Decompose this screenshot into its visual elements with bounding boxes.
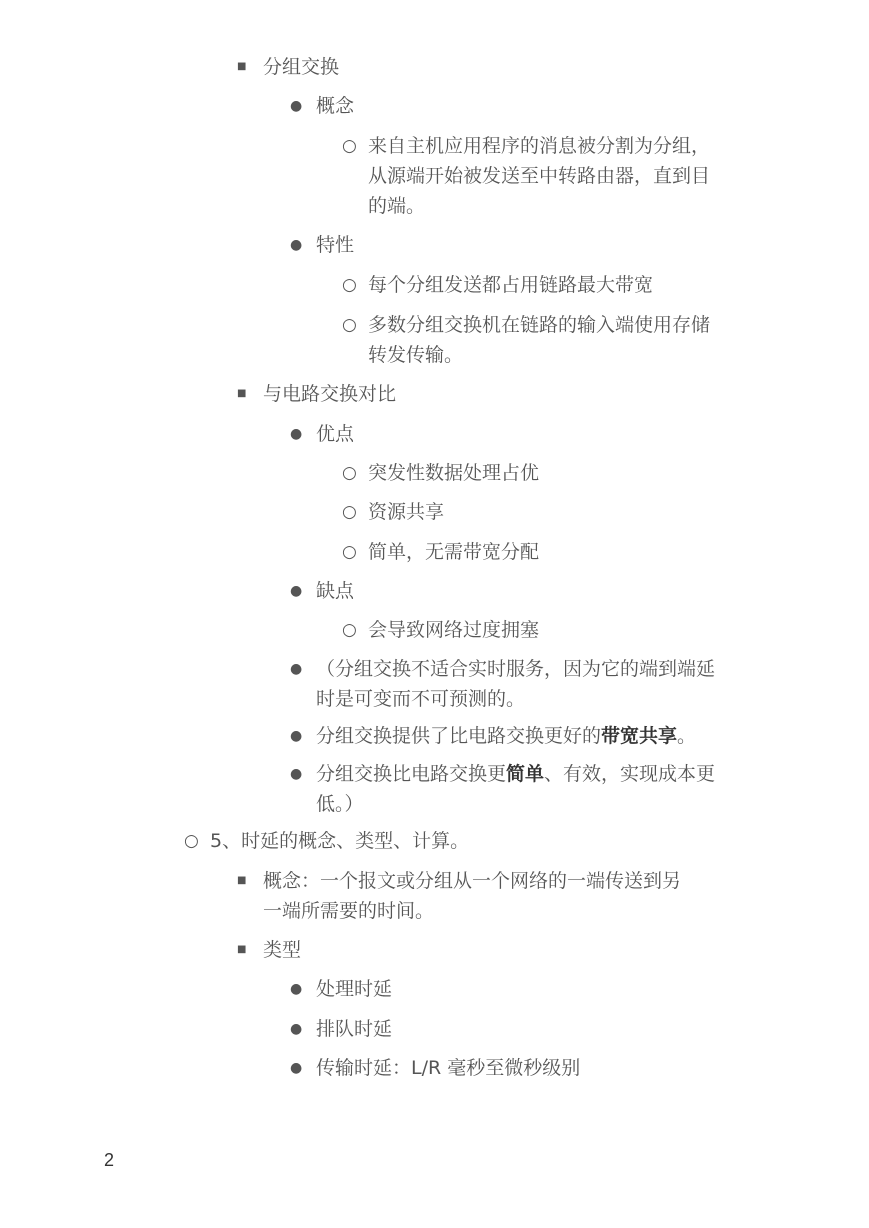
list-item-text: 传输时延：L/R 毫秒至微秒级别 — [316, 1057, 581, 1079]
dot-bullet-icon: ● — [290, 426, 303, 442]
bold-term: 带宽共享 — [601, 725, 678, 747]
list-item-text: 转发传输。 — [368, 344, 464, 366]
list-item-text: 分组交换比电路交换更简单、有效，实现成本更 — [316, 763, 716, 785]
dot-bullet-icon: ● — [290, 766, 303, 782]
circle-bullet-icon: ○ — [342, 542, 357, 562]
circle-bullet-icon: ○ — [184, 831, 199, 851]
list-item-text: 时是可变而不可预测的。 — [316, 688, 526, 710]
list-item-text: 的端。 — [368, 195, 426, 217]
square-bullet-icon: ■ — [237, 944, 247, 955]
circle-bullet-icon: ○ — [342, 136, 357, 156]
list-item-text: 低。） — [316, 793, 364, 815]
bold-term: 简单 — [506, 763, 545, 785]
list-item-text: 突发性数据处理占优 — [368, 462, 540, 484]
dot-bullet-icon: ● — [290, 98, 303, 114]
list-item-text: 5、时延的概念、类型、计算。 — [210, 830, 470, 852]
circle-bullet-icon: ○ — [342, 463, 357, 483]
page-number: 2 — [104, 1150, 115, 1170]
dot-bullet-icon: ● — [290, 981, 303, 997]
list-item-text: 优点 — [316, 423, 355, 445]
list-item-text: 与电路交换对比 — [263, 383, 397, 405]
circle-bullet-icon: ○ — [342, 620, 357, 640]
list-item-text: 类型 — [263, 939, 302, 961]
list-item-text: 分组交换 — [263, 56, 340, 78]
list-item-text: 每个分组发送都占用链路最大带宽 — [368, 274, 654, 296]
list-item-text: 多数分组交换机在链路的输入端使用存储 — [368, 314, 711, 336]
dot-bullet-icon: ● — [290, 728, 303, 744]
list-item-text: 概念 — [316, 95, 355, 117]
square-bullet-icon: ■ — [237, 388, 247, 399]
list-item-text: 简单，无需带宽分配 — [368, 541, 540, 563]
list-item-text: 特性 — [316, 234, 355, 256]
list-item-text: 处理时延 — [316, 978, 393, 1000]
circle-bullet-icon: ○ — [342, 315, 357, 335]
list-item-text: 从源端开始被发送至中转路由器，直到目 — [368, 165, 711, 187]
list-item-text: 分组交换提供了比电路交换更好的带宽共享。 — [316, 725, 697, 747]
list-item-text: 缺点 — [316, 580, 355, 602]
list-item-text: 会导致网络过度拥塞 — [368, 619, 540, 641]
dot-bullet-icon: ● — [290, 1060, 303, 1076]
list-item-text: 概念：一个报文或分组从一个网络的一端传送到另 — [263, 870, 682, 892]
dot-bullet-icon: ● — [290, 583, 303, 599]
list-item-text: 来自主机应用程序的消息被分割为分组， — [368, 135, 711, 157]
dot-bullet-icon: ● — [290, 237, 303, 253]
list-item-text: 一端所需要的时间。 — [263, 900, 435, 922]
list-item-text: 排队时延 — [316, 1018, 393, 1040]
dot-bullet-icon: ● — [290, 661, 303, 677]
circle-bullet-icon: ○ — [342, 502, 357, 522]
dot-bullet-icon: ● — [290, 1021, 303, 1037]
circle-bullet-icon: ○ — [342, 275, 357, 295]
list-item-text: 资源共享 — [368, 501, 445, 523]
list-item-text: （分组交换不适合实时服务，因为它的端到端延 — [316, 658, 716, 680]
square-bullet-icon: ■ — [237, 61, 247, 72]
square-bullet-icon: ■ — [237, 875, 247, 886]
